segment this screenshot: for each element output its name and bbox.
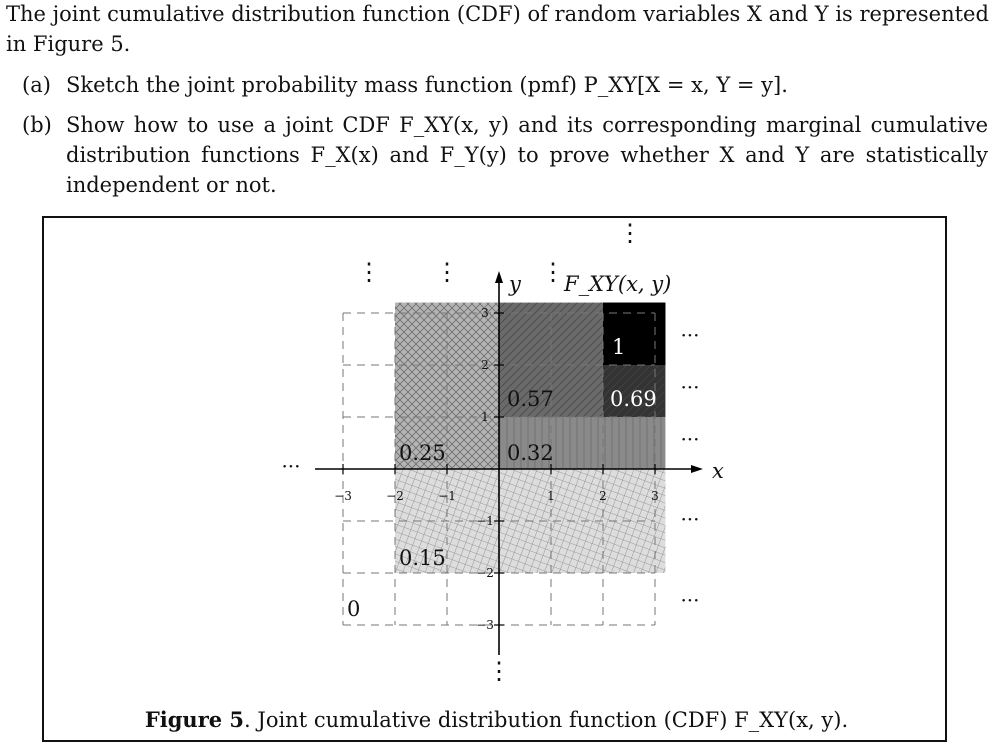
vertical-ellipsis: ⋮: [357, 258, 381, 286]
vertical-ellipsis: ⋮: [487, 657, 511, 685]
x-tick-label: −2: [386, 489, 404, 503]
value-label-032: 0.32: [507, 441, 554, 465]
horizontal-ellipsis: ···: [680, 375, 700, 399]
part-b-line-2: distribution functions F_X(x) and F_Y(y) to prove whether X and Y are statistically: [66, 143, 988, 167]
part-b-label: (b): [22, 113, 52, 137]
value-label-069: 0.69: [610, 387, 657, 411]
region-032-hatch: [603, 417, 665, 469]
y-tick-label: 1: [481, 410, 489, 424]
function-label: F_XY(x, y): [564, 272, 672, 296]
vertical-ellipsis: ⋮: [541, 258, 565, 286]
y-tick-label: −1: [476, 514, 494, 528]
horizontal-ellipsis: ···: [680, 507, 700, 531]
y-axis-label: y: [509, 272, 521, 296]
x-tick-label: 1: [547, 489, 555, 503]
part-b-line-3: independent or not.: [66, 173, 277, 197]
value-label-057: 0.57: [507, 387, 554, 411]
horizontal-ellipsis: ···: [680, 323, 700, 347]
y-tick-label: 2: [481, 358, 489, 372]
y-tick-label: 3: [481, 306, 489, 320]
intro-line-2: in Figure 5.: [6, 32, 131, 56]
value-label-015: 0.15: [399, 546, 446, 570]
horizontal-ellipsis: ···: [281, 454, 301, 478]
x-axis-arrow: [691, 465, 703, 473]
x-tick-label: −1: [438, 489, 456, 503]
y-tick-label: −3: [476, 618, 494, 632]
horizontal-ellipsis: ···: [680, 588, 700, 612]
x-tick-label: −3: [334, 489, 352, 503]
value-label-1: 1: [612, 335, 626, 359]
vertical-ellipsis: ⋮: [435, 258, 459, 286]
horizontal-ellipsis: ···: [680, 427, 700, 451]
part-a-label: (a): [22, 73, 51, 97]
x-tick-label: 3: [651, 489, 659, 503]
value-label-025: 0.25: [399, 441, 446, 465]
value-label-0: 0: [347, 597, 361, 621]
caption-text: . Joint cumulative distribution function (CDF) F_XY(x, y).: [244, 708, 849, 732]
y-axis-arrow: [495, 271, 503, 283]
x-axis-label: x: [712, 459, 724, 483]
vertical-ellipsis: ⋮: [618, 219, 642, 247]
part-b-line-1: Show how to use a joint CDF F_XY(x, y) and its corresponding marginal cumulative: [66, 113, 988, 137]
intro-line-1: The joint cumulative distribution function (CDF) of random variables X and Y is represented: [6, 2, 989, 26]
caption-prefix: Figure 5: [144, 707, 245, 732]
part-a-text: Sketch the joint probability mass function (pmf) P_XY[X = x, Y = y].: [66, 73, 788, 97]
figure-caption: [0, 705, 993, 735]
x-tick-label: 2: [599, 489, 607, 503]
y-tick-label: −2: [476, 566, 494, 580]
